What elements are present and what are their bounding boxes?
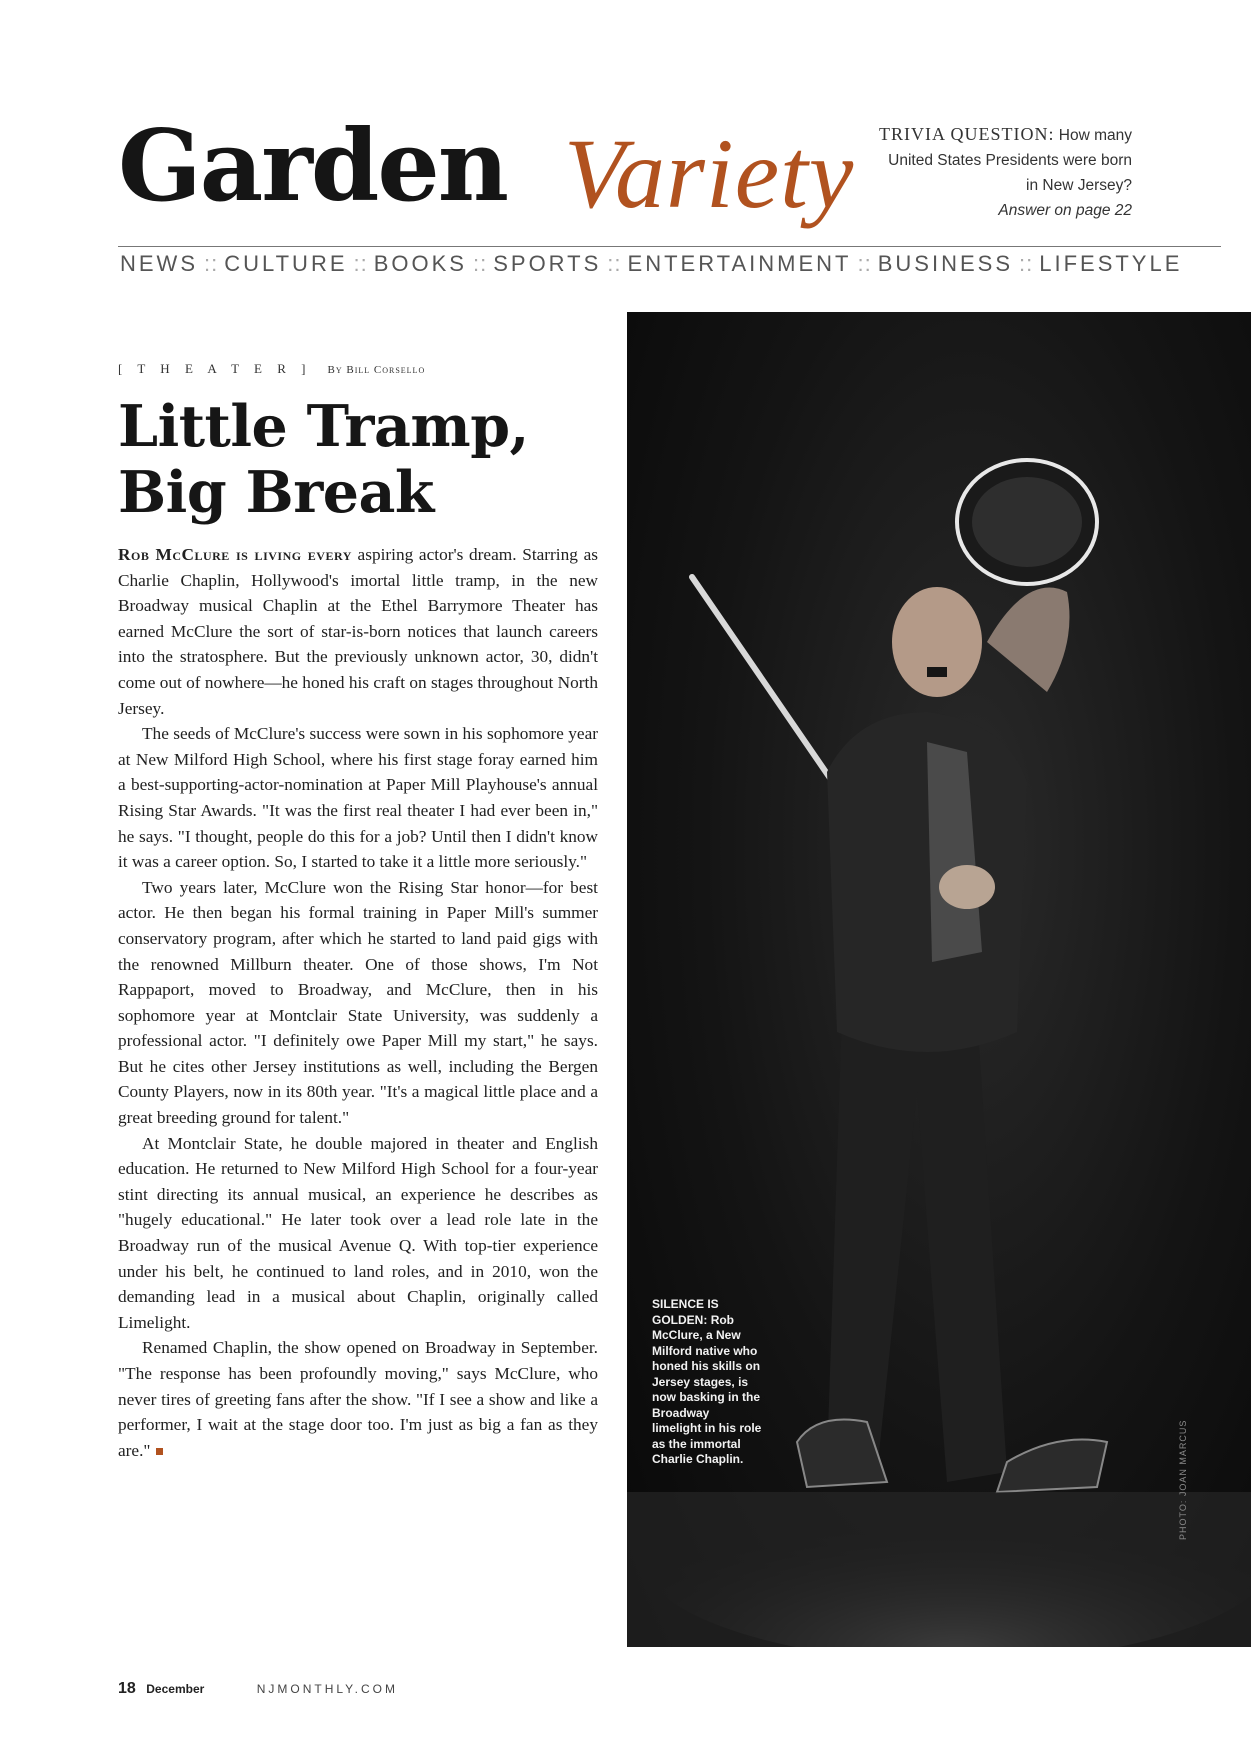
site-url[interactable]: NJMONTHLY.COM [256,1682,398,1696]
masthead-divider [118,246,1221,247]
end-mark-icon [156,1448,163,1455]
article-meta [118,360,598,378]
page-number: 18 [118,1680,136,1697]
headline-line-1: Little Tramp, [118,393,529,460]
masthead-title-variety: Variety [564,118,855,229]
caption-head: SILENCE IS GOLDEN: [652,1297,719,1327]
page-footer [118,1680,398,1698]
lead-in: Rob McClure is living every [118,545,352,564]
trivia-question: How many United States Presidents were born in New Jersey? [888,127,1132,194]
paragraph-1 [118,542,598,721]
trivia-box [872,122,1132,223]
nav-item-lifestyle[interactable]: LIFESTYLE [1039,251,1183,276]
masthead [118,109,1132,248]
masthead-title-garden: Garden [118,109,507,224]
article [118,360,598,1463]
nav-item-books[interactable]: BOOKS [373,251,467,276]
caption-body: Rob McClure, a New Milford native who honed his skills on Jersey stages, is now basking in the Broadway limelight in his role as the immortal Charlie Chaplin. [652,1312,762,1466]
nav-separator: :: [1019,251,1034,276]
paragraph-3: Two years later, McClure won the Rising Star honor—for best actor. He then began his formal training in Paper Mill's summer conservatory program, after which he started to land paid gigs with the renowned Millburn theater. One of those shows, I'm Not Rappaport, moved to Broadway, and McClure, then in his sophomore year at Montclair State University, was suddenly a professional actor. "I definitely owe Paper Mill my start," he says. But he cites other Jersey institutions as well, including the Bergen County Players, now in its 80th year. "It's a magical little place and a great breeding ground for talent." [118,877,598,1128]
headline [118,394,598,526]
section-kicker: [ T H E A T E R ] [118,361,312,376]
nav-separator: :: [607,251,622,276]
article-body [118,542,598,1463]
paragraph-5 [118,1335,598,1463]
nav-separator: :: [472,251,488,276]
issue-month: December [146,1682,205,1696]
photo-credit: PHOTO: JOAN MARCUS [1178,1419,1188,1540]
section-nav [120,251,1230,277]
paragraph-2: The seeds of McClure's success were sown in his sophomore year at New Milford High School, where his first stage foray earned him a best-supporting-actor-nomination at Paper Mill Playhouse's annual Rising Star Awards. "It was the first real theater I had ever been in," he says. "I thought, people do this for a job? Until then I didn't know it was a career option. So, I started to take it a little more seriously." [118,724,598,872]
nav-separator: :: [353,251,368,276]
nav-separator: :: [857,251,872,276]
nav-item-entertainment[interactable]: ENTERTAINMENT [627,251,852,276]
paragraph-1-text: aspiring actor's dream. Starring as Charlie Chaplin, Hollywood's imortal little tramp, in the new Broadway musical Chaplin at the Ethel Barrymore Theater has earned McClure the sort of star-is-born notices that launch careers into the stratosphere. But the previously unknown actor, 30, didn't come out of nowhere—he honed his craft on stages throughout North Jersey. [118,545,598,718]
photo-caption [652,1297,762,1468]
trivia-label: TRIVIA QUESTION: [878,124,1055,144]
nav-item-sports[interactable]: SPORTS [493,251,602,276]
nav-separator: :: [204,251,219,276]
byline: By Bill Corsello [327,364,426,376]
paragraph-4: At Montclair State, he double majored in theater and English education. He returned to New Milford High School for a four-year stint directing its annual musical, an experience he describes as "hugely educational." He later took over a lead role late in the Broadway run of the musical Avenue Q. With top-tier experience under his belt, he continued to land roles, and in 2010, won the demanding lead in a musical about Chaplin, originally called Limelight. [118,1133,598,1332]
nav-item-culture[interactable]: CULTURE [224,251,348,276]
nav-item-news[interactable]: NEWS [120,251,198,276]
paragraph-5-text: Renamed Chaplin, the show opened on Broadway in September. "The response has been profoundly moving," says McClure, who never tires of greeting fans after the show. "If I see a show and like a performer, I wait at the stage door too. I'm just as big a fan as they are." [118,1338,598,1460]
trivia-answer-ref: Answer on page 22 [998,202,1132,219]
nav-item-business[interactable]: BUSINESS [877,251,1013,276]
headline-line-2: Big Break [118,459,434,526]
